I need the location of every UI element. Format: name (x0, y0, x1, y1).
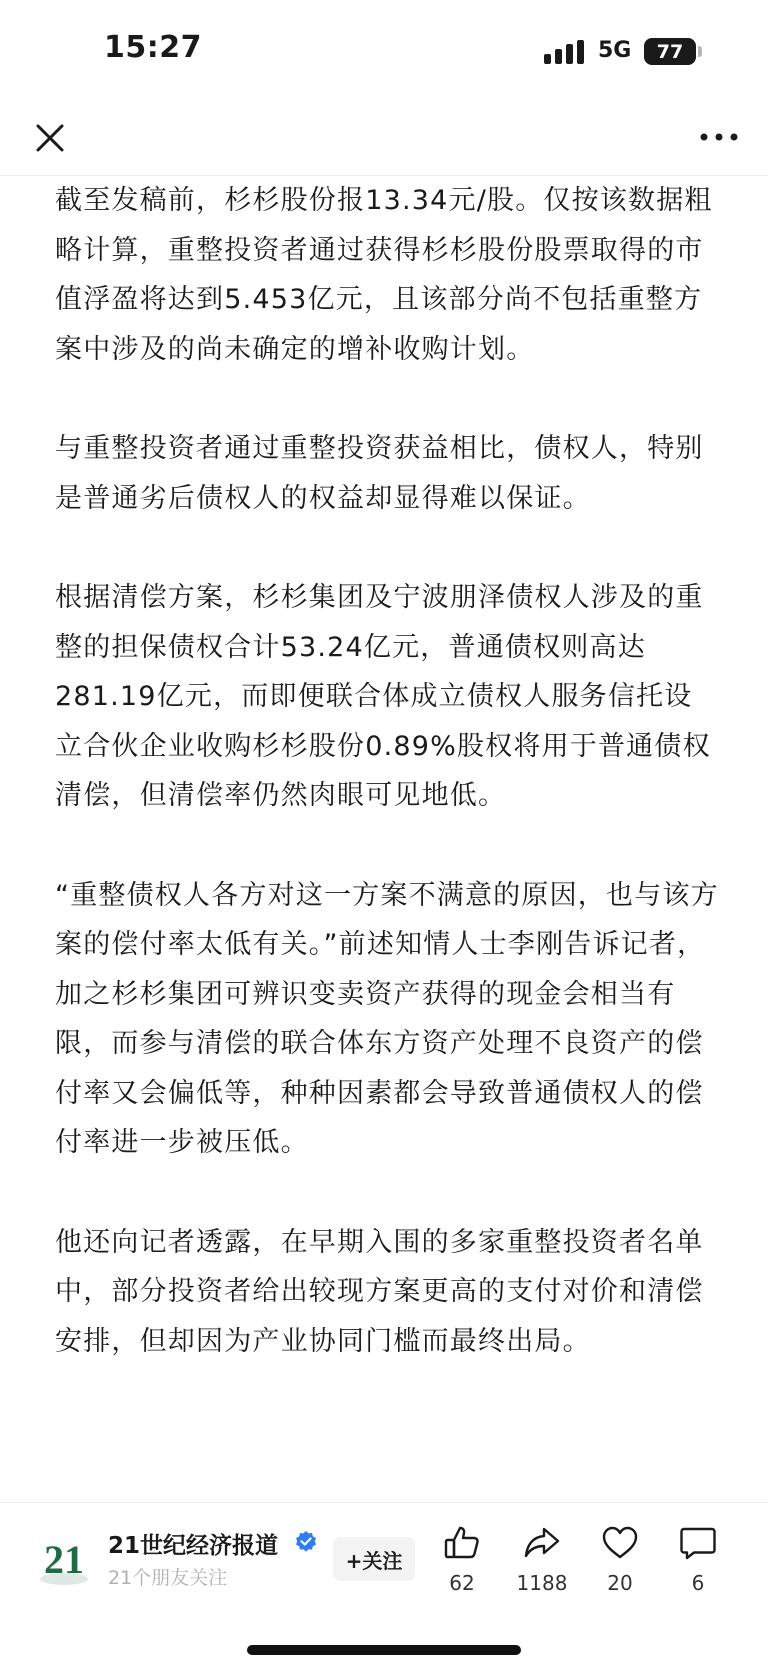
friend-follow-count: 21个朋友关注 (108, 1567, 228, 1589)
favorite-button[interactable] (580, 1523, 660, 1595)
article-body (55, 176, 719, 1498)
share-count: 1188 (516, 1571, 568, 1595)
source-logo[interactable] (34, 1529, 94, 1589)
home-indicator[interactable] (247, 1645, 521, 1655)
close-icon[interactable] (30, 118, 70, 158)
verified-badge-icon (294, 1530, 318, 1554)
favorite-count: 20 (607, 1571, 633, 1595)
share-arrow-icon (522, 1523, 562, 1563)
heart-icon (600, 1523, 640, 1563)
comment-count: 6 (691, 1571, 705, 1595)
share-button[interactable] (502, 1523, 582, 1595)
like-button[interactable] (422, 1523, 502, 1595)
article-paragraph: 根据清偿方案，杉杉集团及宁波朋泽债权人涉及的重整的担保债权合计53.24亿元，普通债权则高达281.19亿元，而即便联合体成立债权人服务信托设立合伙企业收购杉杉股份0.89%股权将用于普通债权清偿，但清偿率仍然肉眼可见地低。 (55, 582, 711, 811)
article-paragraph: 他还向记者透露，在早期入围的多家重整投资者名单中，部分投资者给出较现方案更高的支付对价和清偿安排，但却因为产业协同门槛而最终出局。 (55, 1226, 704, 1357)
bottom-bar (0, 1502, 768, 1666)
logo-text: 21 (44, 1537, 84, 1582)
comment-button[interactable] (658, 1523, 738, 1595)
battery-level: 77 (656, 40, 684, 63)
article-paragraph: 截至发稿前，杉杉股份报13.34元/股。仅按该数据粗略计算，重整投资者通过获得杉杉股份股票取得的市值浮盈将达到5.453亿元，且该部分尚不包括重整方案中涉及的尚未确定的增补收购计划。 (55, 185, 713, 365)
battery-icon (644, 38, 696, 65)
comment-bubble-icon (678, 1523, 718, 1563)
battery-tip (698, 46, 702, 57)
like-count: 62 (449, 1571, 475, 1595)
follow-button[interactable]: +关注 (333, 1537, 415, 1581)
network-type: 5G (598, 38, 632, 63)
status-time: 15:27 (104, 30, 202, 65)
nav-bar (0, 100, 768, 176)
status-bar (0, 0, 768, 100)
cellular-signal-icon (544, 40, 586, 64)
thumbs-up-icon (442, 1523, 482, 1563)
article-paragraph: 与重整投资者通过重整投资获益相比，债权人，特别是普通劣后债权人的权益却显得难以保证。 (55, 433, 704, 514)
article-paragraph: “重整债权人各方对这一方案不满意的原因，也与该方案的偿付率太低有关。”前述知情人士李刚告诉记者，加之杉杉集团可辨识变卖资产获得的现金会相当有限，而参与清偿的联合体东方资产处理不良资产的偿付率又会偏低等，种种因素都会导致普通债权人的偿付率进一步被压低。 (55, 879, 719, 1158)
more-options-icon[interactable] (694, 122, 744, 152)
source-name[interactable]: 21世纪经济报道 (108, 1533, 279, 1559)
